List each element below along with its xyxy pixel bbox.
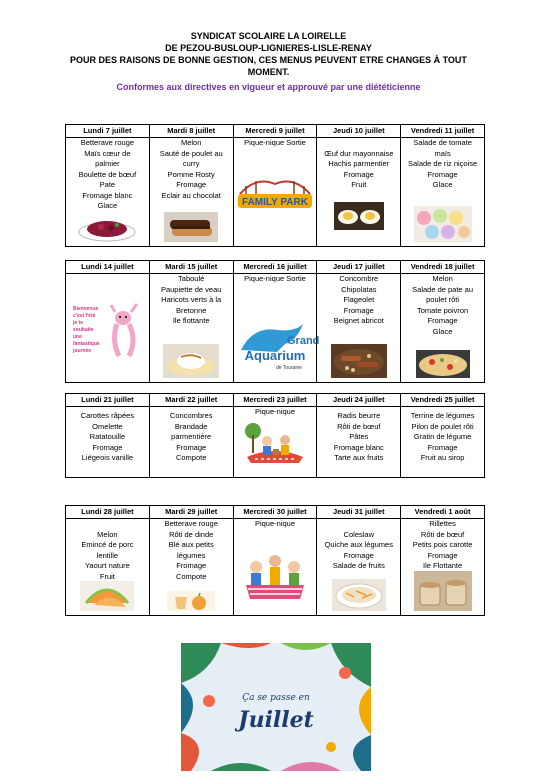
menu-item: Omelette <box>92 421 123 431</box>
day-header: Mardi 15 juillet <box>149 261 233 274</box>
menu-item: palmier <box>95 159 120 168</box>
menu-items <box>151 411 232 464</box>
picnic-illustration <box>243 421 307 465</box>
menu-item: Blé aux petits <box>168 540 214 549</box>
menu-item: Pique-nique Sortie <box>244 138 306 147</box>
menu-item: Fruit au sirop <box>420 453 465 462</box>
day-header: Mardi 22 juillet <box>149 394 233 407</box>
menu-item: Fromage <box>427 316 458 325</box>
menu-item: Melon <box>97 529 118 539</box>
pink-panther-illustration <box>71 300 143 364</box>
menu-item: Beignet abricot <box>333 316 384 325</box>
day-header: Vendredi 11 juillet <box>401 125 485 138</box>
menu-item: Compote <box>175 571 207 581</box>
day-header: Mercredi 9 juillet <box>233 125 317 138</box>
menu-item: Petits pois carotte <box>412 540 473 549</box>
pasta-salad-photo <box>416 350 470 378</box>
day-header: Lundi 7 juillet <box>66 125 150 138</box>
menu-item: Fromage <box>343 550 374 560</box>
menu-item: curry <box>182 159 200 168</box>
day-menu <box>149 407 233 478</box>
menu-item: Fromage blanc <box>82 190 133 200</box>
menu-item <box>318 519 399 530</box>
banner-line1: Ça se passe en <box>242 693 310 703</box>
day-menu <box>149 138 233 247</box>
menu-item: Melon <box>432 274 453 283</box>
menu-items <box>402 411 483 464</box>
menu-item: Bretonne <box>175 305 207 315</box>
menu-item: Rôti de bœuf <box>420 529 465 539</box>
menu-item: Pique-nique <box>254 407 295 416</box>
menu-item: Concombre <box>339 274 379 283</box>
day-menu <box>233 138 317 247</box>
menu-items <box>235 138 316 149</box>
day-menu <box>149 274 233 383</box>
menu-item: Rôti de dinde <box>169 529 214 539</box>
day-header: Lundi 28 juillet <box>66 506 150 519</box>
greeting-word: je te <box>73 320 84 326</box>
menu-items <box>67 519 148 582</box>
greeting-word: journée <box>73 348 92 354</box>
ice-cream-photo <box>414 206 472 242</box>
menu-item <box>318 138 399 149</box>
menu-items <box>318 138 399 191</box>
beet-salad-photo <box>77 216 137 242</box>
menu-item: Fromage blanc <box>333 442 384 452</box>
menu-item: Pâtes <box>349 432 369 441</box>
day-header: Mardi 8 juillet <box>149 125 233 138</box>
day-menu <box>317 519 401 616</box>
menu-item: Quiche aux légumes <box>324 540 393 549</box>
menu-item: Fruit <box>351 180 367 189</box>
aquarium-line1: Grand <box>286 335 320 347</box>
menu-items <box>67 138 148 212</box>
menu-item: Carottes râpées <box>80 411 135 420</box>
day-header: Mercredi 16 juillet <box>233 261 317 274</box>
day-menu <box>401 138 485 247</box>
menu-items <box>151 138 232 201</box>
menu-item: Flageolet <box>343 295 375 304</box>
day-menu <box>233 274 320 383</box>
menu-week-2 <box>65 260 485 383</box>
greeting-word: une <box>73 334 83 340</box>
day-menu <box>233 407 317 478</box>
menu-item: Coleslaw <box>343 529 374 539</box>
day-menu <box>317 274 401 383</box>
menu-items <box>235 407 316 418</box>
coleslaw-photo <box>332 579 386 611</box>
menu-item: Pate <box>99 180 116 189</box>
greeting-word: fantastique <box>73 341 101 347</box>
menu-item: Terrine de légumes <box>410 411 475 420</box>
menu-item: Ile flottante <box>172 316 210 325</box>
menu-item: Fromage <box>343 305 374 315</box>
day-menu <box>66 274 150 383</box>
day-header: Mercredi 23 juillet <box>233 394 317 407</box>
menu-item: Salade de riz niçoise <box>407 159 478 168</box>
rillettes-photo <box>414 571 472 611</box>
day-header: Mardi 29 juillet <box>149 506 233 519</box>
menu-items <box>318 411 399 464</box>
menu-item: Yaourt nature <box>84 561 130 570</box>
menu-items <box>402 138 483 191</box>
melon-photo <box>80 581 134 611</box>
menu-item: Fromage <box>92 442 123 452</box>
menu-items <box>235 274 316 285</box>
menu-items <box>318 519 399 572</box>
menu-items <box>151 274 232 327</box>
day-header: Jeudi 31 juillet <box>317 506 401 519</box>
eclair-photo <box>164 212 218 242</box>
menu-item: Hachis parmentier <box>328 159 390 168</box>
menu-item: Fromage <box>176 561 207 570</box>
menu-week-3 <box>65 393 485 478</box>
menu-item: Pomme Rosty <box>167 169 215 179</box>
day-header: Jeudi 17 juillet <box>317 261 401 274</box>
menu-week-1 <box>65 124 485 247</box>
header-line2: DE PEZOU-BUSLOUP-LIGNIERES-LISLE-RENAY <box>165 43 372 53</box>
menu-item: Pique-nique <box>254 519 295 528</box>
menu-item: lentille <box>96 550 119 560</box>
menu-item: Haricots verts à la <box>161 295 222 304</box>
menu-item: Brandade <box>174 421 208 431</box>
greeting-word: Bienvenue <box>73 306 99 312</box>
menu-item: Glace <box>97 201 118 210</box>
menu-item: Maïs cœur de <box>84 148 131 158</box>
family-park-logo <box>236 174 314 212</box>
menu-item: Taboulé <box>178 274 205 283</box>
aquarium-line2: Aquarium <box>244 348 306 363</box>
day-header: Vendredi 25 juillet <box>401 394 485 407</box>
day-header: Vendredi 18 juillet <box>401 261 485 274</box>
menu-item: Glace <box>432 180 453 189</box>
menu-item: Pilon de poulet rôti <box>411 421 474 431</box>
menu-item: Sauté de poulet au <box>159 148 223 158</box>
menu-item: Compote <box>175 453 207 462</box>
menu-items <box>402 519 483 572</box>
menu-item: Fromage <box>176 180 207 189</box>
menu-item: Rôti de bœuf <box>337 421 381 431</box>
ile-flottante-photo <box>163 344 219 378</box>
menu-item: Œuf dur mayonnaise <box>324 148 394 158</box>
menu-item: Tomate poivron <box>416 305 469 315</box>
menu-item: Eclair au chocolat <box>161 190 221 200</box>
banner-line2: Juillet <box>238 707 314 733</box>
header-subtitle: Conformes aux directives en vigueur et approuvé par une diététicienne <box>116 82 421 92</box>
menu-item: parmentière <box>171 432 212 441</box>
day-menu <box>149 519 233 616</box>
menu-item: poulet rôti <box>426 295 460 304</box>
july-banner <box>181 643 371 771</box>
menu-item: Gratin de légume <box>413 432 472 441</box>
day-header: Mercredi 30 juillet <box>233 506 317 519</box>
menu-items <box>151 519 232 582</box>
menu-item: Fromage <box>427 550 458 560</box>
menu-item: Ratatouille <box>89 432 126 441</box>
menu-item: Salade de tomate <box>413 138 472 147</box>
header-line3: POUR DES RAISONS DE BONNE GESTION, CES MENUS PEUVENT ETRE CHANGES À TOUT <box>70 55 467 65</box>
menu-items <box>235 519 316 530</box>
day-menu <box>66 519 150 616</box>
menu-item: Betterave rouge <box>164 519 218 528</box>
header <box>0 30 537 93</box>
eggs-mayonnaise-photo <box>334 202 384 230</box>
day-menu <box>317 407 401 478</box>
menu-week-4 <box>65 505 485 616</box>
menu-item: Salade de fruits <box>332 561 385 570</box>
sausages-beans-photo <box>331 344 387 378</box>
compote-photo <box>167 591 215 611</box>
day-menu <box>401 407 485 478</box>
day-menu <box>401 519 485 616</box>
menu-items <box>402 274 483 337</box>
day-header: Jeudi 24 juillet <box>317 394 401 407</box>
menu-item: Concombres <box>169 411 213 420</box>
menu-item: Rillettes <box>429 519 456 528</box>
aquarium-line3: de Touraine <box>275 365 303 371</box>
header-line4: MOMENT. <box>247 67 290 77</box>
day-menu <box>317 138 401 247</box>
header-line1: SYNDICAT SCOLAIRE LA LOIRELLE <box>190 31 347 41</box>
menu-item: Salade de pate au <box>412 284 474 294</box>
menu-item <box>67 519 148 530</box>
menu-item: Fromage <box>427 169 458 179</box>
menu-item: Fromage <box>176 442 207 452</box>
picnic-illustration <box>242 549 308 601</box>
day-menu <box>401 274 485 383</box>
menu-items <box>318 274 399 327</box>
menu-item: Fruit <box>99 571 115 581</box>
day-menu <box>233 519 317 616</box>
menu-item: Ile Flottante <box>422 561 463 570</box>
menu-item: légumes <box>177 550 206 560</box>
menu-item: Pique-nique Sortie <box>244 274 306 283</box>
menu-item: Melon <box>180 138 202 147</box>
day-menu <box>66 407 150 478</box>
menu-item: Fromage <box>343 169 374 179</box>
greeting-word: c'est l'été <box>73 313 96 319</box>
day-menu <box>66 138 150 247</box>
menu-item: Fromage <box>427 442 458 452</box>
day-header: Lundi 21 juillet <box>66 394 150 407</box>
menu-item: Tarte aux fruits <box>334 453 384 462</box>
grand-aquarium-logo <box>237 316 320 372</box>
day-header: Jeudi 10 juillet <box>317 125 401 138</box>
family-park-label: FAMILY PARK <box>242 197 308 208</box>
menu-item: Radis beurre <box>337 411 381 420</box>
greeting-word: souhaite <box>73 327 94 333</box>
menu-item: Liégeois vanille <box>81 453 134 462</box>
menu-item: Paupiette de veau <box>160 284 222 294</box>
menu-item: Boulette de bœuf <box>78 169 137 179</box>
menu-item: Emincé de porc <box>81 540 134 549</box>
menu-items <box>67 411 148 464</box>
menu-item: Betterave rouge <box>80 138 135 147</box>
day-header: Vendredi 1 août <box>401 506 485 519</box>
menu-item: maïs <box>434 148 451 158</box>
menu-item: Chipolatas <box>341 284 377 294</box>
day-header: Lundi 14 juillet <box>66 261 150 274</box>
menu-item: Glace <box>432 326 453 336</box>
